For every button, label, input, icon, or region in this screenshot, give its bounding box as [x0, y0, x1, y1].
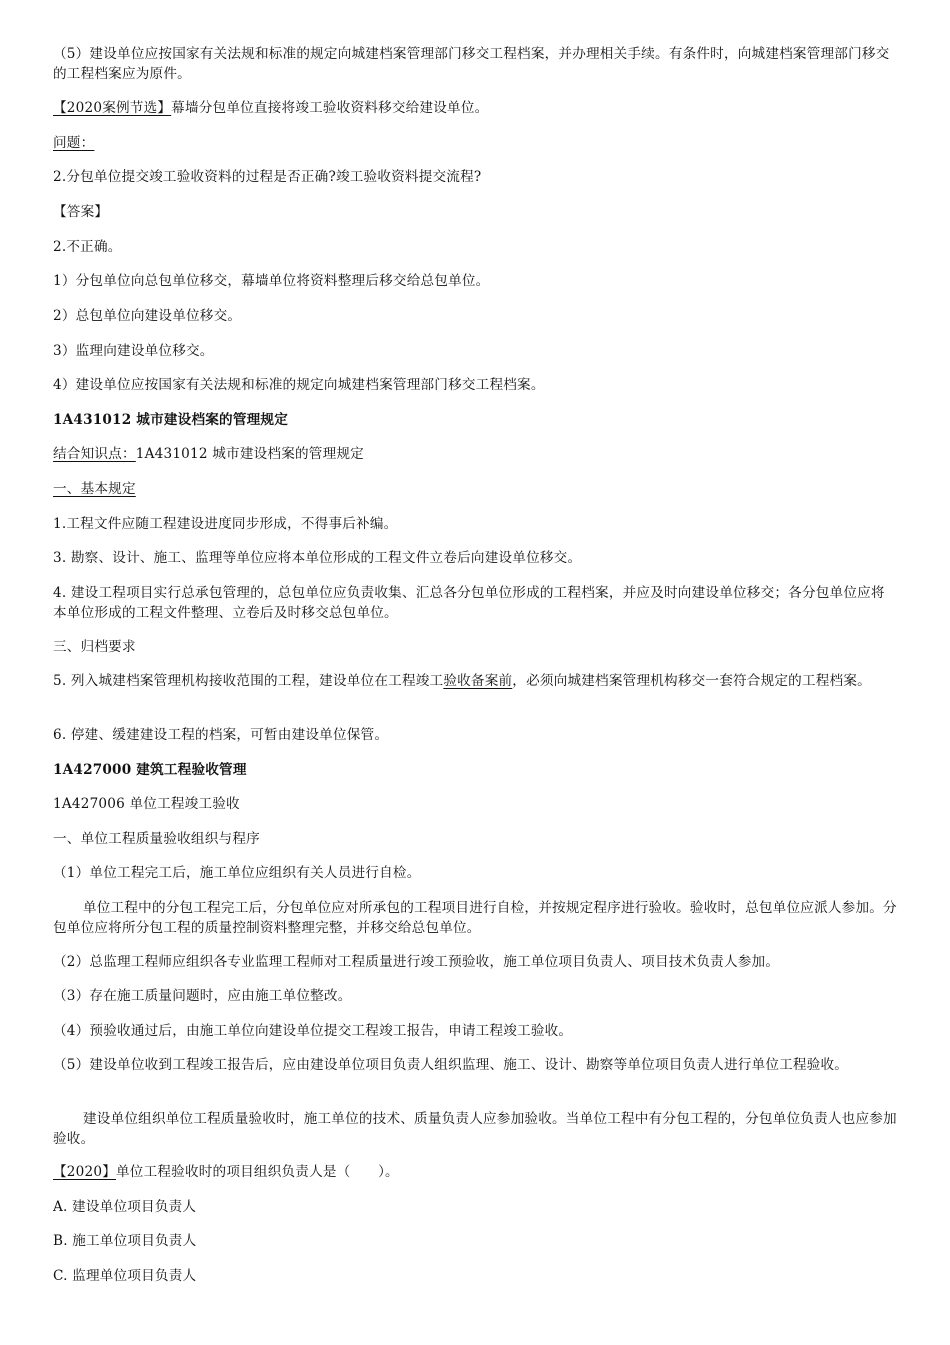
section-quality-acceptance: 一、单位工程质量验收组织与程序	[53, 831, 260, 847]
section-heading-1a427000: 1A427000 建筑工程验收管理	[53, 762, 247, 778]
option-a: A. 建设单位项目负责人	[53, 1199, 197, 1215]
archive-rule-5	[53, 671, 898, 691]
exam-question-text: 单位工程验收时的项目组织负责人是（ ）。	[115, 1164, 399, 1180]
section-heading-1a431012: 1A431012 城市建设档案的管理规定	[53, 412, 289, 428]
case-excerpt-2020	[53, 98, 898, 118]
section-archive-requirements: 三、归档要求	[53, 639, 136, 655]
archive-rule-5-after: ，必须向城建档案管理机构移交一套符合规定的工程档案。	[512, 673, 871, 689]
procedure-step: 单位工程中的分包工程完工后，分包单位应对所承包的工程项目进行自检，并按规定程序进行验收。验收时，总包单位应派人参加。分包单位应将所分包工程的质量控制资料整理完整，并移交给总包单位。	[53, 900, 897, 936]
exam-tag: 【2020】	[53, 1164, 116, 1180]
answer-line: 1）分包单位向总包单位移交，幕墙单位将资料整理后移交给总包单位。	[53, 273, 490, 289]
question-2: 2.分包单位提交竣工验收资料的过程是否正确?竣工验收资料提交流程?	[53, 169, 482, 185]
basic-rule: 3. 勘察、设计、施工、监理等单位应将本单位形成的工程文件立卷后向建设单位移交。	[53, 550, 582, 566]
basic-rule: 4. 建设工程项目实行总承包管理的，总包单位应负责收集、汇总各分包单位形成的工程档案，并应及时向建设单位移交；各分包单位应将本单位形成的工程文件整理、立卷后及时移交总包单位。	[53, 585, 885, 621]
procedure-step: （2）总监理工程师应组织各专业监理工程师对工程质量进行竣工预验收，施工单位项目负责人、项目技术负责人参加。	[53, 954, 780, 970]
procedure-step: （1）单位工程完工后，施工单位应组织有关人员进行自检。	[53, 865, 421, 881]
exam-question-2020	[53, 1162, 898, 1182]
question-label	[53, 133, 898, 153]
section-basic-rules-text: 一、基本规定	[53, 481, 136, 497]
knowledge-point-text: 1A431012 城市建设档案的管理规定	[135, 446, 364, 462]
option-c: C. 监理单位项目负责人	[53, 1268, 197, 1284]
answer-line: 2.不正确。	[53, 239, 122, 255]
archive-rule-5-before: 5. 列入城建档案管理机构接收范围的工程，建设单位在工程竣工	[53, 673, 444, 689]
answer-line: 2）总包单位向建设单位移交。	[53, 308, 242, 324]
knowledge-point-label: 结合知识点：	[53, 446, 136, 462]
answer-line: 4）建设单位应按国家有关法规和标准的规定向城建档案管理部门移交工程档案。	[53, 377, 545, 393]
knowledge-point	[53, 444, 898, 464]
section-basic-rules	[53, 479, 898, 499]
procedure-step: （5）建设单位收到工程竣工报告后，应由建设单位项目负责人组织监理、施工、设计、勘察等单位项目负责人进行单位工程验收。	[53, 1057, 849, 1073]
procedure-step: 建设单位组织单位工程质量验收时，施工单位的技术、质量负责人应参加验收。当单位工程中有分包工程的，分包单位负责人也应参加验收。	[53, 1111, 897, 1147]
answer-label: 【答案】	[53, 204, 109, 220]
procedure-step: （3）存在施工质量问题时，应由施工单位整改。	[53, 988, 352, 1004]
procedure-step: （4）预验收通过后，由施工单位向建设单位提交工程竣工报告，申请工程竣工验收。	[53, 1023, 573, 1039]
answer-line: 3）监理向建设单位移交。	[53, 343, 214, 359]
paragraph-archive-transfer: （5）建设单位应按国家有关法规和标准的规定向城建档案管理部门移交工程档案，并办理相关手续。有条件时，向城建档案管理部门移交的工程档案应为原件。	[53, 46, 890, 82]
archive-rule-5-underlined: 验收备案前	[443, 673, 513, 689]
case-tag: 【2020案例节选】	[53, 100, 172, 116]
archive-rule-6: 6. 停建、缓建建设工程的档案，可暂由建设单位保管。	[53, 727, 389, 743]
subheading-1a427006: 1A427006 单位工程竣工验收	[53, 796, 240, 812]
question-label-text: 问题：	[53, 135, 95, 151]
case-text: 幕墙分包单位直接将竣工验收资料移交给建设单位。	[171, 100, 489, 116]
option-b: B. 施工单位项目负责人	[53, 1233, 197, 1249]
basic-rule: 1.工程文件应随工程建设进度同步形成，不得事后补编。	[53, 516, 398, 532]
